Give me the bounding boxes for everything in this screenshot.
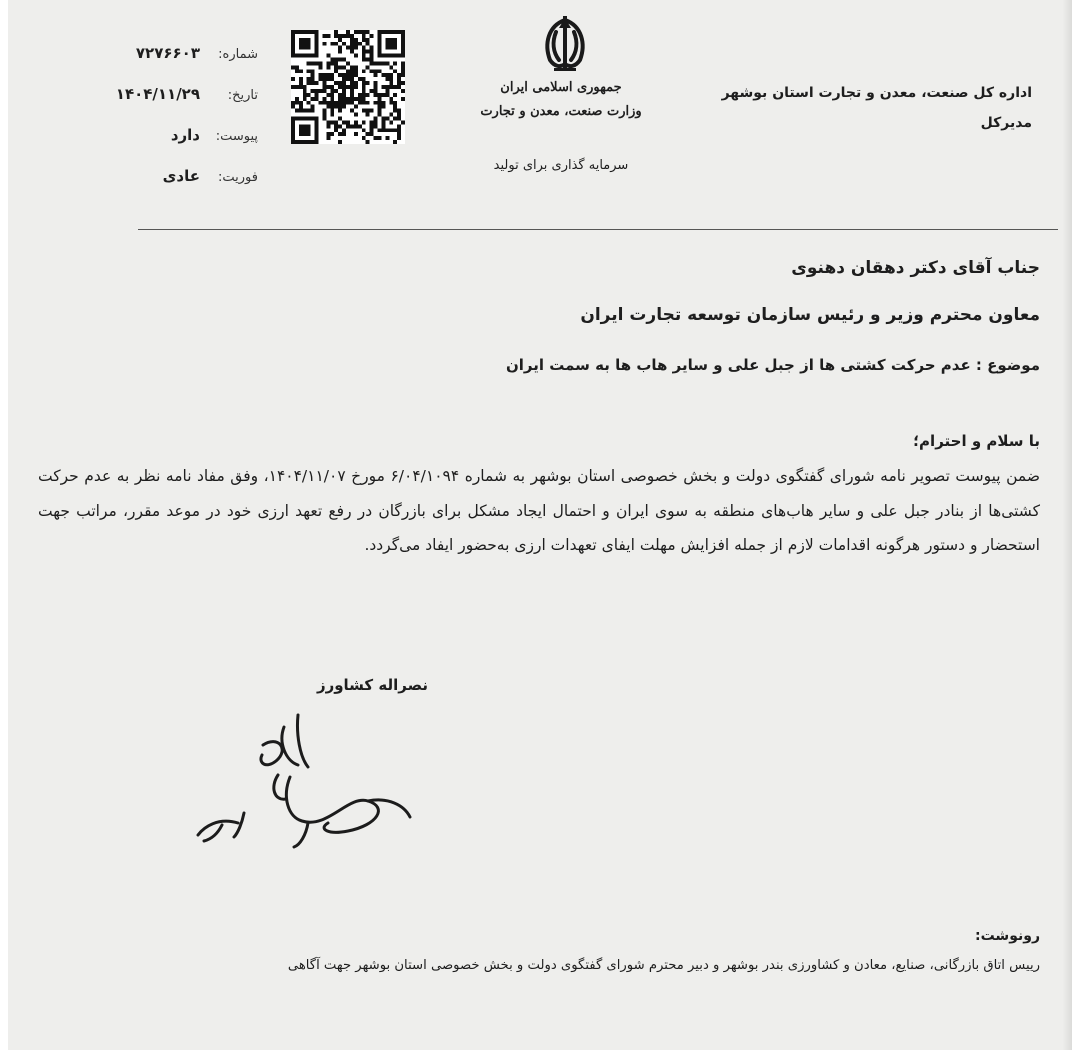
- cc-body: رییس اتاق بازرگانی، صنایع، معادن و کشاورزی بندر بوشهر و دبیر محترم شورای گفتگوی دولت و بخش خصوصی استان بوشهر جهت آگاهی: [287, 958, 1040, 973]
- subject-line: موضوع : عدم حرکت کشتی ها از جبل علی و سایر هاب ها به سمت ایران: [505, 356, 1040, 374]
- greeting: با سلام و احترام؛: [913, 432, 1040, 450]
- logo-text-republic: جمهوری اسلامی ایران: [500, 80, 622, 95]
- handwritten-signature: [178, 705, 418, 855]
- signer-name: نصراله کشاورز: [316, 676, 428, 694]
- letter-meta: [88, 44, 258, 208]
- header-divider: [138, 229, 1058, 230]
- number-row: [88, 44, 258, 85]
- urgency-value: عادی: [162, 167, 200, 185]
- letter-page: [8, 0, 1072, 1050]
- date-value: ۱۴۰۴/۱۱/۲۹: [115, 85, 200, 103]
- office-role: مدیرکل: [980, 115, 1032, 131]
- recipient-name: جناب آقای دکتر دهقان دهنوی: [791, 258, 1040, 278]
- urgency-label: فوریت:: [218, 170, 258, 185]
- attachment-value: دارد: [170, 126, 200, 144]
- slogan: سرمایه گذاری برای تولید: [493, 158, 629, 173]
- page-edge-shadow: [1062, 0, 1072, 1050]
- issuing-office: [722, 78, 1032, 138]
- urgency-row: [88, 167, 258, 208]
- qr-code-icon: [291, 30, 405, 144]
- logo-text-ministry: وزارت صنعت، معدن و تجارت: [480, 104, 642, 119]
- attachment-label: پیوست:: [215, 129, 258, 144]
- number-label: شماره:: [218, 47, 258, 62]
- cc-title: رونوشت:: [975, 928, 1040, 944]
- recipient-title: معاون محترم وزیر و رئیس سازمان توسعه تجارت ایران: [580, 305, 1040, 325]
- office-title: اداره کل صنعت، معدن و تجارت استان بوشهر: [721, 85, 1032, 101]
- date-label: تاریخ:: [227, 88, 258, 103]
- attachment-row: [88, 126, 258, 167]
- iran-emblem-icon: [534, 14, 596, 72]
- date-row: [88, 85, 258, 126]
- letter-body: ضمن پیوست تصویر نامه شورای گفتگوی دولت و بخش خصوصی استان بوشهر به شماره ۶/۰۴/۱۰۹۴ مورخ ۱۴۰۴/۱۱/۰۷، وفق مفاد نامه نظر به عدم حرکت کشتی‌ها از بنادر جبل علی و سایر هاب‌های منطقه به سوی ایران و احتمال ایجاد مشکل برای بازرگان در رفع تعهد ارزی خود در موعد مقرر، مراتب جهت استحضار و دستور هرگونه اقدامات لازم از جمله افزایش مهلت ایفای تعهدات ارزی به‌حضور ایفاد می‌گردد.: [38, 467, 1041, 554]
- number-value: ۷۲۷۶۶۰۳: [135, 44, 200, 62]
